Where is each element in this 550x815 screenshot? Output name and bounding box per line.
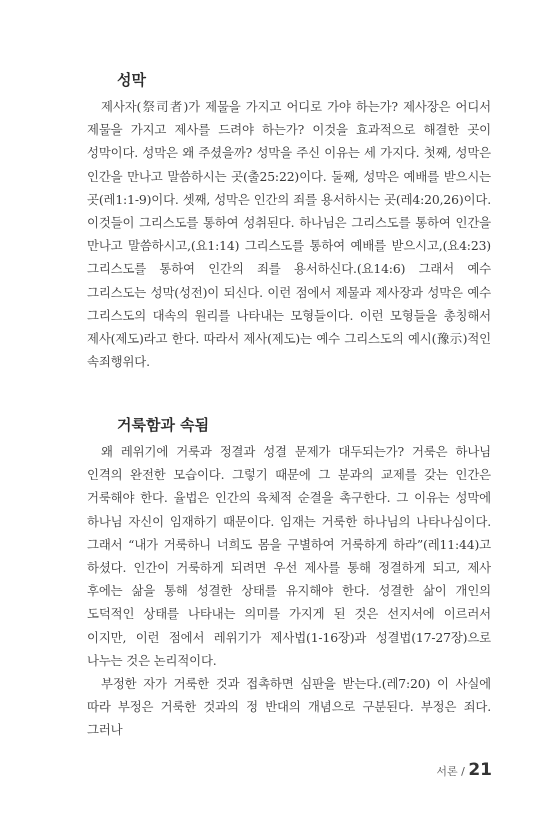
section-tabernacle [87,70,491,373]
page-footer [436,760,492,780]
footer-separator: / [461,765,465,778]
paragraph: 왜 레위기에 거룩과 정결과 성결 문제가 대두되는가? 거룩은 하나님 인격의 완전한 모습이다. 그렇기 때문에 그 분과의 교제를 갖는 인간은 거룩해야 한다. 율법은 인간의 육체적 순결을 촉구한다. 그 이유는 성막에 하나님 자신이 임재하기 때문이다. 임재는 거룩한 하나님의 나타나심이다. 그래서 “내가 거룩하니 너희도 몸을 구별하여 거룩하게 하라”(레11:44)고 하셨다. 인간이 거룩하게 되려면 우선 제사를 통해 정결하게 되고, 제사 후에는 삶을 통해 성결한 상태를 유지해야 한다. 성결한 삶이 개인의 도덕적인 상태를 나타내는 의미를 가지게 된 것은 선지서에 이르러서 이지만, 이런 점에서 레위기가 제사법(1-16장)과 성결법(17-27장)으로 나누는 것은 논리적이다. [87,444,491,668]
section-heading: 거룩함과 속됨 [117,416,210,434]
paragraph: 부정한 자가 거룩한 것과 접촉하면 심판을 받는다.(레7:20) 이 사실에 따라 부정은 거룩한 것과의 정 반대의 개념으로 구분된다. 부정은 죄다. 그러나 [87,676,491,738]
section-heading: 성막 [117,71,146,89]
paragraph: 제사자(祭司者)가 제물을 가지고 어디로 가야 하는가? 제사장은 어디서 제물을 가지고 제사를 드려야 하는가? 이것을 효과적으로 해결한 곳이 성막이다. 성막은 왜 주셨을까? 성막을 주신 이유는 세 가지다. 첫째, 성막은 인간을 만나고 말씀하시는 곳(출25:22)이다. 둘째, 성막은 예배를 받으시는 곳(레1:1-9)이다. 셋째, 성막은 인간의 죄를 용서하시는 곳(레4:20,26)이다. 이것들이 그리스도를 통하여 성취된다. 하나님은 그리스도를 통하여 인간을 만나고 말씀하시고,(요1:14) 그리스도를 통하여 예배를 받으시고,(요4:23) 그리스도를 통하여 인간의 죄를 용서하신다.(요14:6) 그래서 예수 그리스도는 성막(성전)이 되신다. 이런 점에서 제물과 제사장과 성막은 예수 그리스도의 대속의 원리를 나타내는 모형들이다. 이런 모형들을 총칭해서 제사(제도)라고 한다. 따라서 제사(제도)는 예수 그리스도의 예시(豫示)적인 속죄행위다. [87,99,491,370]
page-number: 21 [468,760,492,780]
section-holiness [87,415,491,742]
footer-section-label: 서론 [436,765,458,778]
